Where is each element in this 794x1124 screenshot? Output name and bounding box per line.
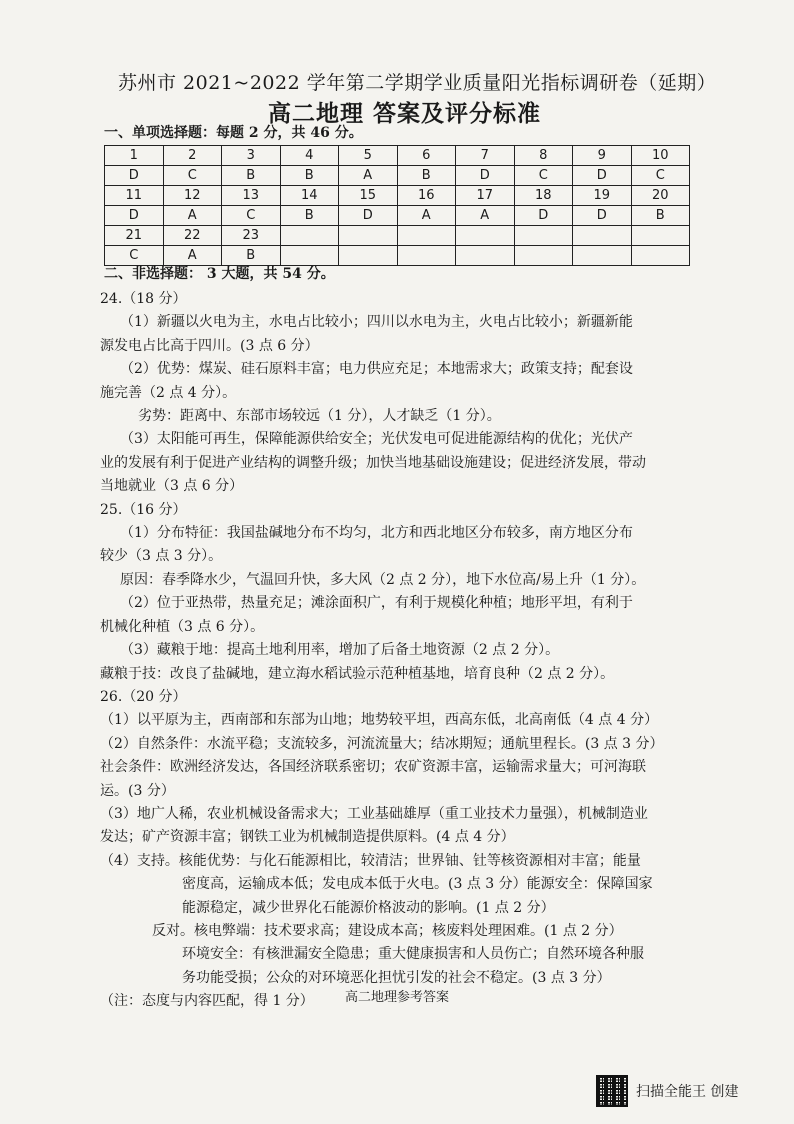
table-cell xyxy=(631,246,690,266)
table-row xyxy=(105,186,690,206)
table-row xyxy=(105,206,690,226)
q24-heading: 24.（18 分） xyxy=(100,291,187,307)
table-cell: A xyxy=(339,166,398,186)
table-cell xyxy=(514,226,573,246)
q26-line: 反对。核电弊端：技术要求高；建设成本高；核废料处理困难。(1 点 2 分） xyxy=(152,922,623,939)
table-cell: 13 xyxy=(222,186,281,206)
table-cell xyxy=(573,246,632,266)
table-cell: D xyxy=(105,166,164,186)
document-title: 苏州市 2021~2022 学年第二学期学业质量阳光指标调研卷（延期） xyxy=(118,72,717,94)
table-cell xyxy=(397,226,456,246)
table-cell: A xyxy=(163,206,222,226)
q26-line: （3）地广人稀，农业机械设备需求大；工业基础雄厚（重工业技术力量强），机械制造业 xyxy=(100,805,648,822)
q26-line: （4）支持。核能优势：与化石能源相比，较清洁；世界铀、钍等核资源相对丰富；能量 xyxy=(100,852,641,869)
table-cell: 9 xyxy=(573,146,632,166)
q26-line: 发达；矿产资源丰富；钢铁工业为机械制造提供原料。(4 点 4 分） xyxy=(100,829,515,846)
q26-line: 环境安全：有核泄漏安全隐患；重大健康损害和人员伤亡；自然环境各种服 xyxy=(182,946,644,963)
table-cell: 11 xyxy=(105,186,164,206)
table-cell xyxy=(573,226,632,246)
table-cell: D xyxy=(105,206,164,226)
table-cell: C xyxy=(514,166,573,186)
table-cell: 22 xyxy=(163,226,222,246)
table-cell: 6 xyxy=(397,146,456,166)
q24-line: （2）优势：煤炭、硅石原料丰富；电力供应充足；本地需求大；政策支持；配套设 xyxy=(120,361,633,378)
table-cell: 1 xyxy=(105,146,164,166)
table-cell: B xyxy=(280,206,339,226)
section2-heading: 二、非选择题： 3 大题，共 54 分。 xyxy=(104,266,335,282)
q26-note: （注：态度与内容匹配，得 1 分） xyxy=(100,993,314,1010)
q24-line: 源发电占比高于四川。(3 点 6 分） xyxy=(100,337,319,354)
table-cell: 18 xyxy=(514,186,573,206)
q26-line: （1）以平原为主，西南部和东部为山地；地势较平坦，西高东低，北高南低（4 点 4 分） xyxy=(100,712,659,729)
q24-line: 业的发展有利于促进产业结构的调整升级；加快当地基础设施建设；促进经济发展，带动 xyxy=(100,454,646,471)
table-cell: C xyxy=(105,246,164,266)
q25-line: （2）位于亚热带，热量充足；滩涂面积广，有利于规模化种植；地形平坦，有利于 xyxy=(120,595,633,612)
answer-table xyxy=(104,145,690,266)
table-cell: A xyxy=(397,206,456,226)
q24-line: 当地就业（3 点 6 分） xyxy=(100,478,244,495)
table-cell: B xyxy=(222,166,281,186)
table-cell: 3 xyxy=(222,146,281,166)
table-cell: D xyxy=(573,166,632,186)
q26-line: 密度高，运输成本低；发电成本低于火电。(3 点 3 分）能源安全：保障国家 xyxy=(182,876,653,893)
table-cell: 5 xyxy=(339,146,398,166)
q25-line: 藏粮于技：改良了盐碱地，建立海水稻试验示范种植基地，培育良种（2 点 2 分）。 xyxy=(100,665,615,682)
q26-heading: 26.（20 分） xyxy=(100,688,187,705)
table-cell: B xyxy=(631,206,690,226)
q25-line: （3）藏粮于地：提高土地利用率，增加了后备土地资源（2 点 2 分）。 xyxy=(120,642,560,659)
document-subtitle: 高二地理 答案及评分标准 xyxy=(268,100,542,127)
table-cell: B xyxy=(222,246,281,266)
watermark-text: 扫描全能王 创建 xyxy=(636,1084,739,1100)
page-footer: 高二地理参考答案 xyxy=(344,990,449,1005)
q24-line: （1）新疆以火电为主，水电占比较小；四川以水电为主，火电占比较小；新疆新能 xyxy=(120,314,633,331)
table-row xyxy=(105,146,690,166)
q24-line: 劣势：距离中、东部市场较远（1 分），人才缺乏（1 分）。 xyxy=(138,408,501,425)
q26-line: 务功能受损；公众的对环境恶化担忧引发的社会不稳定。(3 点 3 分） xyxy=(182,969,611,986)
table-cell: 20 xyxy=(631,186,690,206)
table-cell: D xyxy=(514,206,573,226)
table-cell: 17 xyxy=(456,186,515,206)
table-cell: C xyxy=(163,166,222,186)
table-cell xyxy=(456,246,515,266)
table-cell: A xyxy=(456,206,515,226)
table-cell: C xyxy=(631,166,690,186)
table-cell: D xyxy=(339,206,398,226)
answers-body xyxy=(100,288,700,1014)
table-cell: B xyxy=(397,166,456,186)
table-cell: 19 xyxy=(573,186,632,206)
table-cell xyxy=(514,246,573,266)
q26-line: （2）自然条件：水流平稳；支流较多，河流流量大；结冰期短；通航里程长。(3 点 3 分） xyxy=(100,735,664,752)
table-cell: 8 xyxy=(514,146,573,166)
table-cell: 7 xyxy=(456,146,515,166)
table-cell xyxy=(339,246,398,266)
table-cell: 4 xyxy=(280,146,339,166)
q24-line: （3）太阳能可再生，保障能源供给安全；光伏发电可促进能源结构的优化；光伏产 xyxy=(120,431,633,448)
table-cell: D xyxy=(456,166,515,186)
table-row xyxy=(105,166,690,186)
q25-heading: 25.（16 分） xyxy=(100,501,187,518)
table-cell: 10 xyxy=(631,146,690,166)
table-cell: 2 xyxy=(163,146,222,166)
table-cell xyxy=(280,226,339,246)
q25-line: 机械化种植（3 点 6 分）。 xyxy=(100,618,265,635)
table-cell xyxy=(339,226,398,246)
scanner-watermark xyxy=(596,1075,738,1107)
table-cell xyxy=(631,226,690,246)
qr-code-icon xyxy=(596,1075,628,1107)
q26-line: 社会条件：欧洲经济发达，各国经济联系密切；农矿资源丰富，运输需求量大；可河海联 xyxy=(100,759,646,776)
table-row xyxy=(105,226,690,246)
table-cell: B xyxy=(280,166,339,186)
q25-line: 较少（3 点 3 分）。 xyxy=(100,548,223,565)
table-cell: A xyxy=(163,246,222,266)
q24-line: 施完善（2 点 4 分）。 xyxy=(100,384,237,401)
table-cell: C xyxy=(222,206,281,226)
table-cell xyxy=(397,246,456,266)
table-cell xyxy=(456,226,515,246)
table-cell: 12 xyxy=(163,186,222,206)
q25-line: （1）分布特征：我国盐碱地分布不均匀，北方和西北地区分布较多，南方地区分布 xyxy=(120,525,633,542)
q26-line: 能源稳定，减少世界化石能源价格波动的影响。(1 点 2 分） xyxy=(182,899,555,916)
table-cell: 21 xyxy=(105,226,164,246)
q26-line: 运。(3 分） xyxy=(100,782,175,799)
table-cell: D xyxy=(573,206,632,226)
section1-heading: 一、单项选择题：每题 2 分，共 46 分。 xyxy=(104,125,363,141)
table-cell: 14 xyxy=(280,186,339,206)
q25-line: 原因：春季降水少，气温回升快，多大风（2 点 2 分），地下水位高/易上升（1 分）。 xyxy=(120,571,646,588)
table-cell: 16 xyxy=(397,186,456,206)
table-cell: 15 xyxy=(339,186,398,206)
table-cell: 23 xyxy=(222,226,281,246)
